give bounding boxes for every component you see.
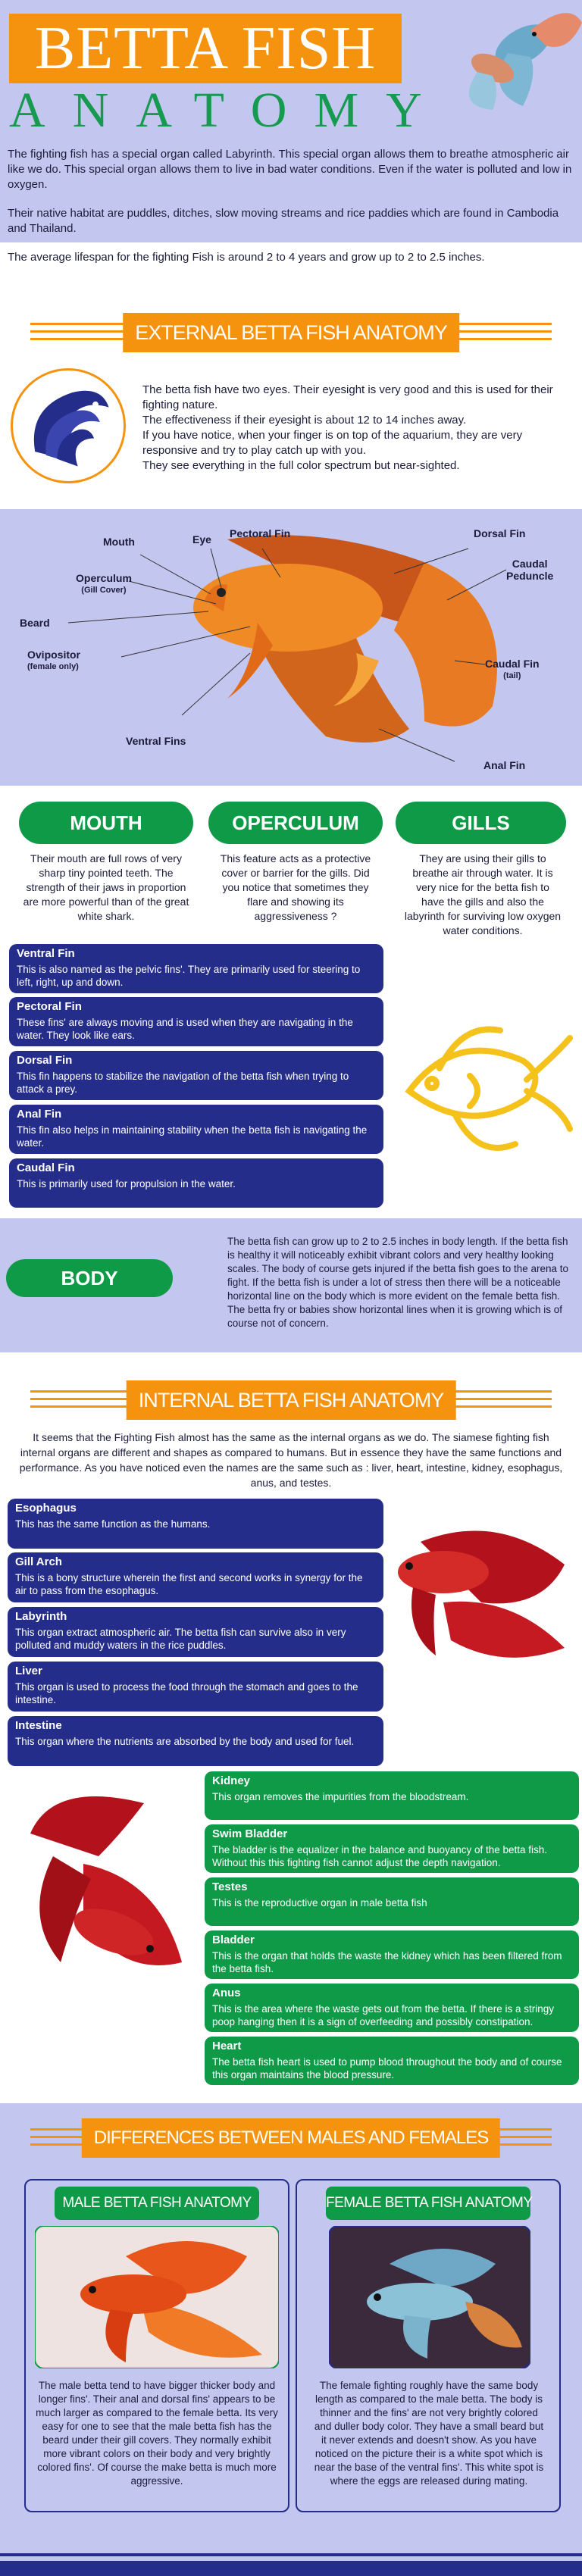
organ-card-title: Intestine <box>15 1719 62 1732</box>
organ-card <box>8 1716 383 1766</box>
intro-paragraph-3: The average lifespan for the fighting Fish is around 2 to 4 years and grow up to 2 to 2.5 inches. <box>8 251 485 264</box>
female-heading: FEMALE BETTA FISH ANATOMY <box>326 2187 530 2220</box>
eyes-text-line: If you have notice, when your finger is on top of the aquarium, they are very responsive and try to play catch up with you. <box>142 429 523 457</box>
organ-card <box>8 1552 383 1602</box>
fin-card-text: These fins' are always moving and is used when they are navigating in the water. They look like ears. <box>17 1017 353 1041</box>
fin-card-text: This fin happens to stabilize the navigation of the betta fish when trying to attack a prey. <box>17 1071 349 1095</box>
eyes-text-line: The effectiveness if their eyesight is about 12 to 14 inches away. <box>142 414 467 427</box>
organ-card-text: This organ where the nutrients are absorbed by the body and used for fuel. <box>15 1736 355 1747</box>
operculum-heading: OPERCULUM <box>208 802 383 844</box>
label-beard: Beard <box>20 617 50 629</box>
fin-card <box>9 1158 383 1208</box>
organ-card-title: Swim Bladder <box>212 1827 288 1840</box>
fin-card-title: Ventral Fin <box>17 947 75 960</box>
gills-heading: GILLS <box>396 802 566 844</box>
body-description: The betta fish can grow up to 2 to 2.5 inches in body length. If the betta fish is healthy it will noticeably exhibit vibrant colors and very healthy looking scales. The body of course gets injured if the betta fish goes to the arena to fight. If the betta fish is under a lot of stress then there will be a noticeable horizontal line on the body which is more evident on the female betta fish. The betta fry or babies show horizontal lines when it is growing which is of course not of concern. <box>227 1236 569 1329</box>
external-anatomy-diagram <box>0 509 582 786</box>
label-operculum-sub: (Gill Cover) <box>81 586 127 595</box>
label-ovipositor <box>27 649 80 673</box>
differences-title-band <box>0 2112 582 2162</box>
organ-card-title: Anus <box>212 1987 241 1999</box>
red-betta-photo-2 <box>8 1788 189 1985</box>
female-betta-photo <box>329 2226 530 2368</box>
label-anal-fin: Anal Fin <box>483 759 526 771</box>
label-caudal-fin <box>485 658 540 682</box>
fish-outline-icon <box>394 1008 576 1167</box>
intro-paragraph-1: The fighting fish has a special organ called Labyrinth. This special organ allows them to breathe atmospheric air like we do. This special organ allows them to live in bad water conditions. Even if the water is polluted and low in oxygen. <box>8 148 572 191</box>
organ-card-text: This is the area where the waste gets out from the betta. If there is a stringy poop hanging then it is a sign of overfeeding and possibly constipation. <box>212 2003 554 2027</box>
differences-title: DIFFERENCES BETWEEN MALES AND FEMALES <box>82 2118 500 2158</box>
male-description: The male betta tend to have bigger thicker body and longer fins'. Their anal and dorsal fins' appears to be much larger as compared to the female betta. Its very easy for one to see that the male betta fish has the beard under their gill covers. They normally exhibit more vibrant colors on their body and very brightly colored fins'. Of course the make betta is much more aggressive. <box>36 2380 278 2487</box>
organ-card <box>205 1771 579 1820</box>
male-column <box>24 2179 289 2512</box>
organ-card <box>205 1877 579 1926</box>
organ-card-text: This is the reproductive organ in male betta fish <box>212 1897 427 1909</box>
organ-card-title: Heart <box>212 2040 242 2052</box>
internal-intro: It seems that the Fighting Fish almost has the same as the internal organs as we do. The siamese fighting fish internal organs are different and shapes as compared to humans. But in essence they have the same functions and performance. As you have noticed even the names are the same such as : liver, heart, intestine, kidney, esophagus, anus, and testes. <box>19 1431 563 1489</box>
label-mouth: Mouth <box>103 536 135 548</box>
betta-fish-diagram-illustration <box>0 509 582 786</box>
organ-card-text: The betta fish heart is used to pump blood throughout the body and of course this organ maintains the blood pressure. <box>212 2056 562 2080</box>
male-heading: MALE BETTA FISH ANATOMY <box>55 2187 259 2220</box>
label-pectoral-fin: Pectoral Fin <box>230 527 291 539</box>
title-line-1: BETTA FISH <box>9 14 402 83</box>
organ-card-title: Gill Arch <box>15 1555 62 1568</box>
header-fish-illustration <box>440 0 582 114</box>
header <box>0 0 582 144</box>
mouth-description: Their mouth are full rows of very sharp tiny pointed teeth. The strength of their jaws in proportion are more powerful than of the great white shark. <box>23 852 189 922</box>
label-ventral-fins: Ventral Fins <box>126 735 186 747</box>
label-dorsal-fin: Dorsal Fin <box>474 527 526 539</box>
intro-paragraph-2: Their native habitat are puddles, ditches, slow moving streams and rice paddies which are found in Cambodia and Thailand. <box>8 207 559 235</box>
organ-card <box>205 1824 579 1873</box>
fin-card-text: This fin also helps in maintaining stability when the betta fish is navigating the water. <box>17 1124 368 1149</box>
mouth-heading: MOUTH <box>19 802 193 844</box>
internal-title-band <box>0 1374 582 1424</box>
organ-card <box>205 1930 579 1979</box>
fin-card-text: This is primarily used for propulsion in the water. <box>17 1178 236 1190</box>
footer-line <box>0 2553 582 2556</box>
external-anatomy-title: EXTERNAL BETTA FISH ANATOMY <box>123 313 459 352</box>
organ-card-title: Testes <box>212 1880 248 1893</box>
organ-card <box>8 1607 383 1657</box>
organ-card <box>205 2037 579 2085</box>
organ-card-text: The bladder is the equalizer in the balance and buoyancy of the betta fish. Without this this fighting fish cannot adjust the depth navigation. <box>212 1844 548 1868</box>
red-betta-photo <box>390 1519 572 1671</box>
body-heading: BODY <box>6 1259 173 1297</box>
organ-card <box>8 1662 383 1712</box>
organ-card-title: Bladder <box>212 1934 255 1946</box>
organ-card-text: This organ is used to process the food through the stomach and goes to the intestine. <box>15 1681 358 1705</box>
organ-card-text: This is a bony structure wherein the first and second works in synergy for the air to pass from the esophagus. <box>15 1572 363 1596</box>
organ-card-text: This is the organ that holds the waste the kidney which has been filtered from the betta fish. <box>212 1950 562 1974</box>
organ-card <box>8 1499 383 1549</box>
female-column <box>296 2179 561 2512</box>
fin-card <box>9 944 383 993</box>
organ-card-title: Esophagus <box>15 1502 77 1515</box>
label-operculum-main: Operculum <box>76 572 132 584</box>
fin-card-title: Caudal Fin <box>17 1161 75 1174</box>
organ-card <box>205 1984 579 2032</box>
label-eye: Eye <box>192 533 211 546</box>
label-ovipositor-main: Ovipositor <box>27 649 81 661</box>
intro-section <box>0 144 582 264</box>
body-section <box>0 1218 582 1352</box>
differences-section <box>0 2103 582 2576</box>
external-title-band <box>0 307 582 357</box>
fin-card-text: This is also named as the pelvic fins'. They are primarily used for steering to left, right, up and down. <box>17 964 361 988</box>
eyes-description <box>142 383 567 474</box>
label-ovipositor-sub: (female only) <box>27 662 79 671</box>
fin-card <box>9 1105 383 1154</box>
gills-description: They are using their gills to breathe air through water. It is very nice for the betta fish to have the gills and also the labyrinth for surviving low oxygen water conditions. <box>404 852 562 936</box>
organ-card-title: Liver <box>15 1665 42 1677</box>
organ-card-title: Kidney <box>212 1774 251 1787</box>
label-caudal-peduncle-line2: Peduncle <box>506 570 554 582</box>
eyes-text-line: The betta fish have two eyes. Their eyesight is very good and this is used for their fighting nature. <box>142 383 553 411</box>
fin-card <box>9 1051 383 1100</box>
footer-bar <box>0 2561 582 2576</box>
fin-card-title: Anal Fin <box>17 1108 62 1121</box>
female-description: The female fighting roughly have the same body length as compared to the male betta. The body is thinner and the fins' are not very brightly colored and duller body color. They have a small beard but it never extends and doesn't show. As you have noticed on the picture their is a white spot which is near the base of the ventral fins'. This white spot is where the eggs are released during mating. <box>314 2380 544 2487</box>
organ-card-text: This organ removes the impurities from the bloodstream. <box>212 1791 469 1802</box>
internal-anatomy-title: INTERNAL BETTA FISH ANATOMY <box>127 1380 456 1420</box>
betta-logo-icon <box>11 368 126 483</box>
organ-card-text: This has the same function as the humans. <box>15 1518 211 1530</box>
label-caudal-peduncle <box>506 558 553 582</box>
organ-card-text: This organ extract atmospheric air. The betta fish can survive also in very polluted and muddy waters in the rice puddles. <box>15 1627 346 1651</box>
title-line-2: ANATOMY <box>9 83 449 138</box>
male-betta-photo <box>35 2226 279 2368</box>
label-caudal-peduncle-line1: Caudal <box>512 558 548 570</box>
fin-card-title: Pectoral Fin <box>17 1000 82 1013</box>
fin-card <box>9 997 383 1046</box>
label-caudal-fin-sub: (tail) <box>503 671 521 680</box>
fin-card-title: Dorsal Fin <box>17 1054 73 1067</box>
label-operculum <box>76 572 132 596</box>
label-caudal-fin-main: Caudal Fin <box>485 658 540 670</box>
organ-card-title: Labyrinth <box>15 1610 67 1623</box>
operculum-description: This feature acts as a protective cover or barrier for the gills. Did you notice that sometimes they flare and showing its aggressiveness ? <box>220 852 371 922</box>
eyes-text-line: They see everything in the full color spectrum but near-sighted. <box>142 459 460 472</box>
